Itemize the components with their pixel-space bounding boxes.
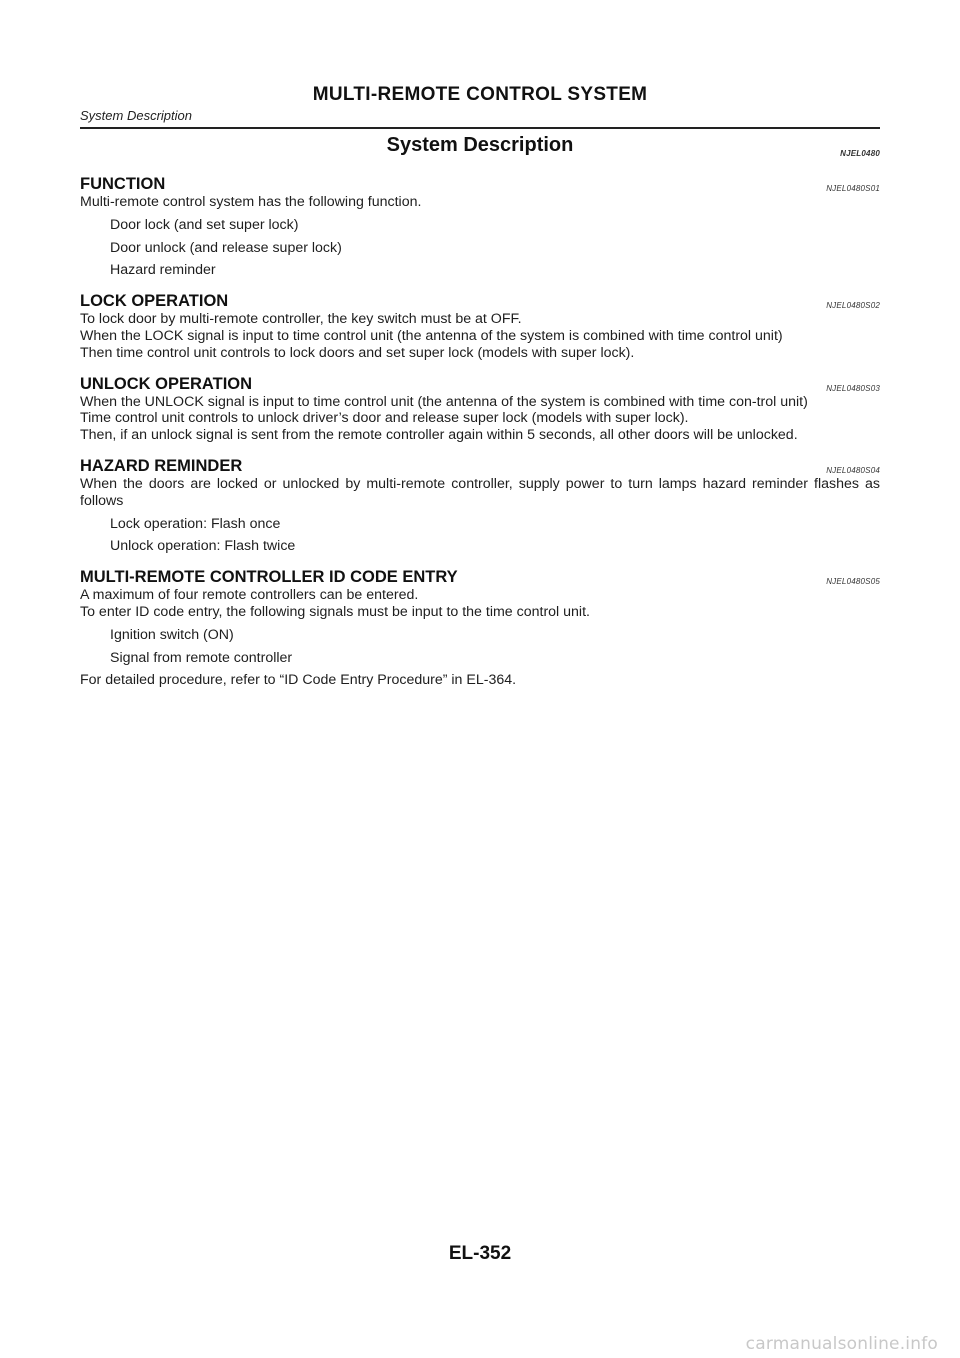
unlock-paragraph: Then, if an unlock signal is sent from the remote controller again within 5 seconds, all other doors will be unlocked. bbox=[80, 427, 798, 444]
unlock-section bbox=[80, 374, 880, 444]
section-ref-code: NJEL0480 bbox=[840, 149, 880, 158]
list-item: Door unlock (and release super lock) bbox=[110, 239, 342, 256]
lock-paragraph: When the LOCK signal is input to time control unit (the antenna of the system is combined with time control unit) bbox=[80, 327, 783, 344]
hazard-ref-code: NJEL0480S04 bbox=[826, 465, 880, 475]
idcode-ref-code: NJEL0480S05 bbox=[826, 577, 880, 587]
idcode-heading: MULTI-REMOTE CONTROLLER ID CODE ENTRY bbox=[80, 568, 458, 587]
page-header-title: MULTI-REMOTE CONTROL SYSTEM bbox=[312, 84, 648, 105]
idcode-section bbox=[80, 567, 880, 689]
page-header bbox=[80, 84, 880, 129]
function-heading: FUNCTION bbox=[80, 175, 166, 193]
unlock-paragraph: When the UNLOCK signal is input to time control unit (the antenna of the system is combined with time con-trol unit) bbox=[80, 393, 808, 410]
function-intro: Multi-remote control system has the following function. bbox=[80, 194, 422, 210]
list-item: Door lock (and set super lock) bbox=[110, 216, 299, 233]
section-title bbox=[80, 134, 880, 162]
list-item: Lock operation: Flash once bbox=[110, 515, 281, 532]
lock-paragraph: Then time control unit controls to lock doors and set super lock (models with super lock). bbox=[80, 344, 635, 361]
list-item: Hazard reminder bbox=[110, 262, 216, 279]
list-item: Unlock operation: Flash twice bbox=[110, 538, 296, 555]
lock-heading: LOCK OPERATION bbox=[80, 292, 229, 311]
lock-paragraph: To lock door by multi-remote controller, the key switch must be at OFF. bbox=[80, 311, 522, 328]
function-ref-code: NJEL0480S01 bbox=[826, 184, 880, 193]
watermark: carmanualsonline.info bbox=[745, 1334, 938, 1354]
lock-ref-code: NJEL0480S02 bbox=[826, 301, 880, 311]
hazard-section bbox=[80, 456, 880, 555]
idcode-paragraph: A maximum of four remote controllers can be entered. bbox=[80, 587, 419, 604]
function-section bbox=[80, 174, 880, 279]
header-divider bbox=[80, 127, 880, 129]
unlock-ref-code: NJEL0480S03 bbox=[826, 383, 880, 393]
section-title-text: System Description bbox=[386, 134, 574, 156]
unlock-paragraph: Time control unit controls to unlock driver’s door and release super lock (models with super lock). bbox=[80, 410, 689, 427]
list-item: Signal from remote controller bbox=[110, 649, 293, 666]
unlock-heading: UNLOCK OPERATION bbox=[80, 374, 253, 393]
idcode-paragraph: For detailed procedure, refer to “ID Code Entry Procedure” in EL-364. bbox=[80, 672, 517, 689]
hazard-paragraph: When the doors are locked or unlocked by multi-remote controller, supply power to turn lamps hazard reminder flashes as follows bbox=[80, 475, 880, 509]
lock-section bbox=[80, 291, 880, 361]
hazard-heading: HAZARD REMINDER bbox=[80, 456, 243, 475]
idcode-paragraph: To enter ID code entry, the following signals must be input to the time control unit. bbox=[80, 603, 590, 620]
list-item: Ignition switch (ON) bbox=[110, 626, 234, 643]
page-header-subtitle: System Description bbox=[80, 108, 192, 123]
page-number: EL-352 bbox=[448, 1243, 512, 1264]
document-body bbox=[80, 134, 880, 689]
